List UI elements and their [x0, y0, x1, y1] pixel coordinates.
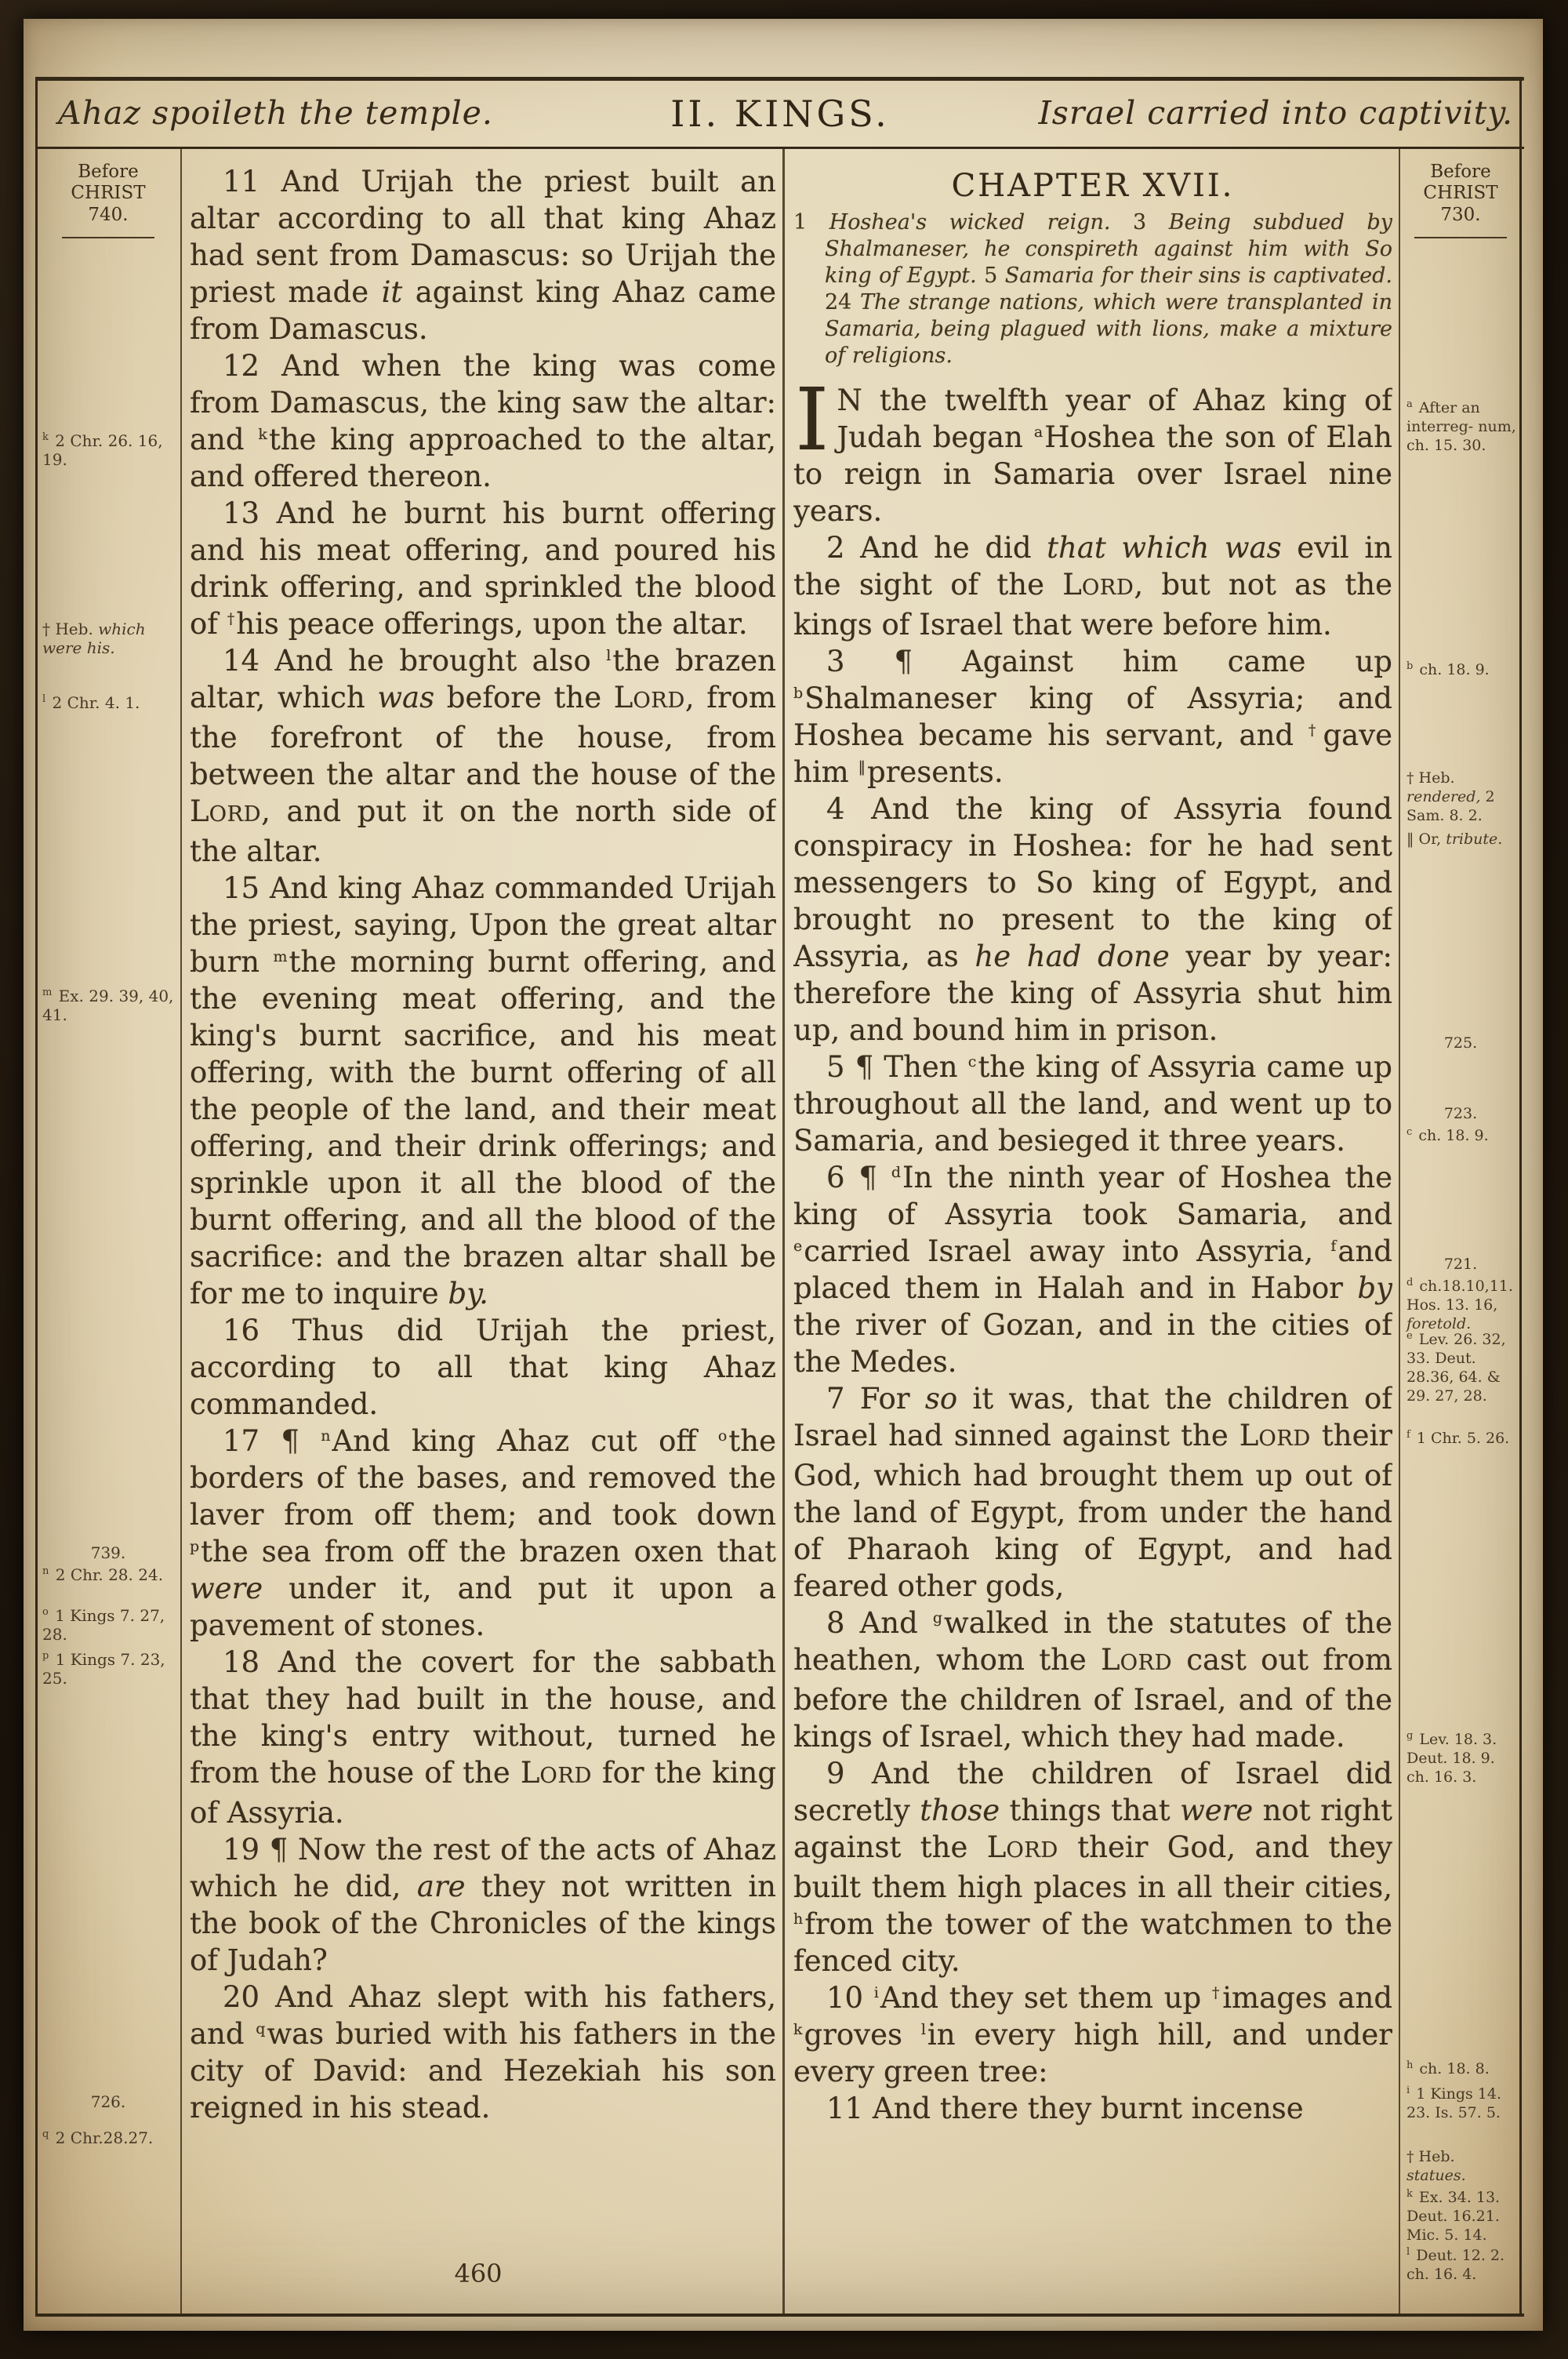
bc-underline-rule	[1414, 237, 1507, 238]
margin-note: 721.	[1443, 1256, 1478, 1273]
column-rule-left	[180, 149, 182, 2314]
verse: I N the twelfth year of Ahaz king of Judah began $^a$Hoshea the son of Elah to reign in Samaria over Israel nine years.	[793, 369, 1392, 528]
verse: 11 And there they burnt incense	[826, 2092, 1304, 2125]
bc-year: 730.	[1440, 205, 1481, 225]
verse: 6 ¶ $^d$In the ninth year of Hoshea the king of Assyria took Samaria, and $^e$carried Israel away into Assyria, $^f$and placed them in Halah and in Habor by the river of Gozan, and in the cities of the Medes.	[793, 1161, 1392, 1379]
verse: 18 And the covert for the sabbath that they had built in the house, and the king's entry without, turned he from the house of the LORD for the king of Assyria.	[190, 1645, 776, 1830]
margin-note: $^a$ After an interreg- num, ch. 15. 30.	[1406, 398, 1516, 454]
margin-note: $^q$ 2 Chr.28.27.	[42, 2128, 154, 2147]
margin-note: 723.	[1443, 1105, 1478, 1122]
margin-note: † Heb. statues.	[1406, 2148, 1466, 2184]
running-head-right: Israel carried into captivity.	[1038, 94, 1513, 132]
column-rule-right	[1399, 149, 1400, 2314]
margin-note: 726.	[90, 2092, 126, 2111]
verse: 14 And he brought also $^l$the brazen altar, which was before the LORD, from the forefront of the house, from between the altar and the house of the LORD, and put it on the north side of the altar.	[190, 644, 776, 868]
verse: 13 And he burnt his burnt offering and his meat offering, and poured his drink offering, and sprinkled the blood of †his peace offerings, upon the altar.	[190, 496, 776, 641]
right-text-column	[793, 149, 1392, 2321]
margin-note: $^h$ ch. 18. 8.	[1406, 2059, 1490, 2077]
margin-note: $^k$ Ex. 34. 13. Deut. 16.21. Mic. 5. 14.	[1406, 2187, 1501, 2244]
page-border-right-rule	[1519, 77, 1522, 2317]
margin-note: $^l$ 2 Chr. 4. 1.	[42, 693, 140, 712]
verse: 2 And he did that which was evil in the sight of the LORD, but not as the kings of Israel that were before him.	[793, 531, 1392, 642]
margin-note: $^n$ 2 Chr. 28. 24.	[42, 1565, 164, 1584]
margin-note: 739.	[90, 1543, 126, 1562]
bc-label-line1: Before	[1430, 162, 1491, 182]
margin-note: 725.	[1443, 1034, 1478, 1052]
margin-note: $^o$ 1 Kings 7. 27, 28.	[42, 1606, 165, 1644]
right-margin-column	[1402, 149, 1519, 2314]
margin-note: $^d$ ch.18.10,11. Hos. 13. 16, foretold.	[1406, 1276, 1513, 1332]
margin-note: $^l$ Deut. 12. 2. ch. 16. 4.	[1406, 2245, 1505, 2283]
verse: 10 $^i$And they set them up †images and $^k$groves $^l$in every high hill, and under every green tree:	[793, 1981, 1392, 2088]
before-christ-block-left	[38, 162, 179, 238]
margin-note: ‖ Or, tribute.	[1406, 831, 1503, 848]
margin-note: $^b$ ch. 18. 9.	[1406, 660, 1490, 678]
verse: 16 Thus did Urijah the priest, according to all that king Ahaz commanded.	[190, 1314, 776, 1421]
margin-note: $^k$ 2 Chr. 26. 16, 19.	[42, 431, 163, 469]
verse: 19 ¶ Now the rest of the acts of Ahaz which he did, are they not written in the book of the Chronicles of the kings of Judah?	[190, 1833, 776, 1977]
chapter-summary: 1 Hoshea's wicked reign. 3 Being subdued by Shalmaneser, he conspireth against him with So king of Egypt. 5 Samaria for their sins is captivated. 24 The strange nations, which were transplanted in Samaria, being plagued with lions, make a mixture of religions.	[793, 210, 1392, 368]
verse: 9 And the children of Israel did secretly those things that were not right against the LORD their God, and they built them high places in all their cities, $^h$from the tower of the watchmen to the fenced city.	[793, 1757, 1392, 1978]
bc-label-line2: CHRIST	[71, 183, 146, 203]
verse: 7 For so it was, that the children of Israel had sinned against the LORD their God, which had brought them up out of the land of Egypt, from under the hand of Pharaoh king of Egypt, and had feared other gods,	[793, 1382, 1392, 1603]
page-number: 460	[454, 2259, 503, 2288]
left-margin-column	[38, 149, 179, 2314]
verse: 3 ¶ Against him came up $^b$Shalmaneser king of Assyria; and Hoshea became his servant, and †gave him ‖presents.	[793, 645, 1392, 789]
bc-year: 740.	[88, 205, 129, 225]
margin-note: $^e$ Lev. 26. 32, 33. Deut. 28.36, 64. & 29. 27, 28.	[1406, 1329, 1506, 1405]
running-header	[36, 80, 1524, 144]
verse: 20 And Ahaz slept with his fathers, and $^q$was buried with his fathers in the city of David: and Hezekiah his son reigned in his stead.	[190, 1980, 776, 2125]
margin-note: † Heb. which were his.	[42, 620, 146, 657]
verse: 8 And $^g$walked in the statutes of the heathen, whom the LORD cast out from before the children of Israel, and of the kings of Israel, which they had made.	[793, 1606, 1392, 1754]
margin-note: $^m$ Ex. 29. 39, 40, 41.	[42, 987, 174, 1024]
before-christ-block-right	[1402, 162, 1519, 238]
running-head-left: Ahaz spoileth the temple.	[58, 94, 493, 132]
verse: 5 ¶ Then $^c$the king of Assyria came up throughout all the land, and went up to Samaria, and besieged it three years.	[793, 1050, 1392, 1158]
column-rule-center	[782, 149, 785, 2314]
verse: 12 And when the king was come from Damascus, the king saw the altar: and $^k$the king approached to the altar, and offered thereon.	[190, 349, 776, 493]
bc-label-line2: CHRIST	[1423, 183, 1498, 203]
right-verses	[793, 369, 1392, 2127]
drop-cap: I	[795, 369, 829, 470]
bc-label-line1: Before	[78, 162, 139, 182]
verse: 11 And Urijah the priest built an altar according to all that king Ahaz had sent from Damascus: so Urijah the priest made it against king Ahaz came from Damascus.	[190, 165, 776, 346]
margin-note: † Heb. rendered, 2 Sam. 8. 2.	[1406, 769, 1495, 824]
margin-note: $^f$ 1 Chr. 5. 26.	[1406, 1428, 1510, 1447]
chapter-heading: CHAPTER XVII.	[951, 168, 1235, 204]
verse: 15 And king Ahaz commanded Urijah the priest, saying, Upon the great altar burn $^m$the morning burnt offering, and the evening meat offering, and the king's burnt sacrifice, and his meat offering, with the burnt offering of all the people of the land, and their meat offering, and their drink offerings; and sprinkle upon it all the blood of the burnt offering, and all the blood of the sacrifice: and the brazen altar shall be for me to inquire by.	[190, 871, 776, 1310]
running-head-title: II. KINGS.	[670, 93, 890, 135]
margin-note: $^p$ 1 Kings 7. 23, 25.	[42, 1650, 165, 1688]
bc-underline-rule	[62, 237, 154, 238]
left-text-column	[190, 149, 776, 2328]
margin-note: $^c$ ch. 18. 9.	[1406, 1125, 1489, 1144]
bible-page	[24, 19, 1543, 2331]
verse: 17 ¶ $^n$And king Ahaz cut off $^o$the borders of the bases, and removed the laver from off them; and took down $^p$the sea from off the brazen oxen that were under it, and put it upon a pavement of stones.	[190, 1424, 776, 1642]
margin-note: $^g$ Lev. 18. 3. Deut. 18. 9. ch. 16. 3.	[1406, 1729, 1497, 1786]
verse: 4 And the king of Assyria found conspiracy in Hoshea: for he had sent messengers to So king of Egypt, and brought no present to the king of Assyria, as he had done year by year: therefore the king of Assyria shut him up, and bound him in prison.	[793, 792, 1392, 1047]
margin-note: $^i$ 1 Kings 14. 23. Is. 57. 5.	[1406, 2084, 1502, 2121]
